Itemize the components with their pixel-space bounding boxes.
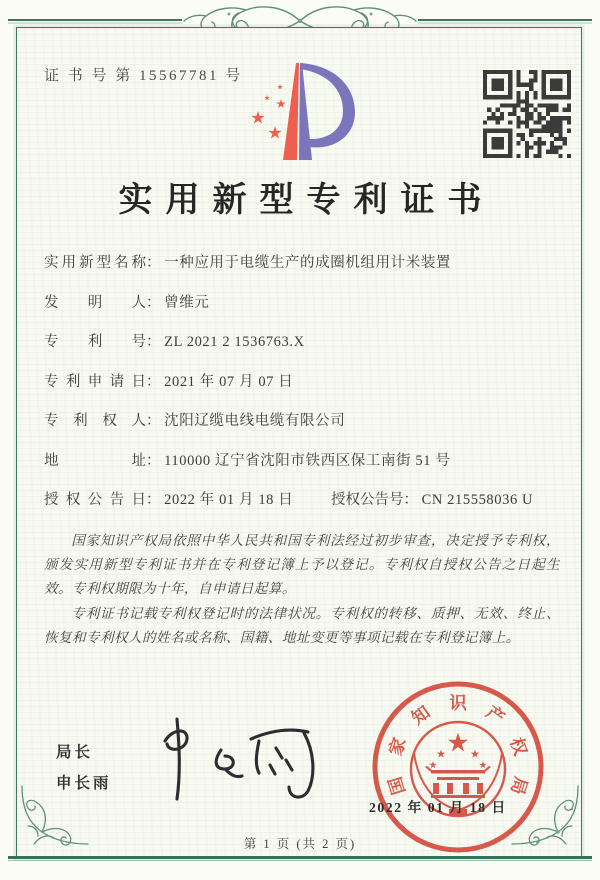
legal-paragraph: 国家知识产权局依照中华人民共和国专利法经过初步审查，决定授予专利权，颁发实用新型专利证书并在专利登记簿上予以登记。专利权自授权公告之日起生效。专利权期限为十年，自申请日起算。 <box>44 532 560 596</box>
field-value: CN 215558036 U <box>421 492 534 508</box>
field-value: 2022 年 01 月 18 日 <box>164 492 294 508</box>
cnipa-official-seal-icon <box>368 677 548 857</box>
legal-paragraph: 专利证书记载专利权登记时的法律状况。专利权的转移、质押、无效、终止、恢复和专利权人的姓名或名称、国籍、地址变更等事项记载在专利登记簿上。 <box>44 606 560 646</box>
svg-text:国: 国 <box>384 774 409 797</box>
field-row: 发明人： 曾维元 <box>44 292 560 314</box>
field-value: 曾维元 <box>164 294 210 311</box>
field-value: ZL 2021 2 1536763.X <box>164 334 305 350</box>
svg-text:产: 产 <box>482 701 509 729</box>
field-label: 专利申请日 <box>44 373 146 390</box>
svg-text:局: 局 <box>507 774 532 797</box>
officer-name: 申长雨 <box>56 775 112 792</box>
field-row-grant: 授权公告日： 2022 年 01 月 18 日 授权公告号： CN 215558036 U <box>44 489 560 511</box>
field-label: 实用新型名称 <box>44 255 146 271</box>
officer-block <box>56 737 112 799</box>
field-label: 发明人 <box>44 294 146 311</box>
certificate-body <box>44 252 560 651</box>
field-label: 专利权人 <box>44 413 146 429</box>
svg-text:家: 家 <box>385 735 410 758</box>
qr-code-icon <box>483 70 571 158</box>
field-label: 专利号 <box>44 334 146 350</box>
cnipa-logo-icon <box>238 56 364 166</box>
field-value: 2021 年 07 月 07 日 <box>164 373 294 390</box>
page-number: 第 1 页 (共 2 页) <box>243 837 357 851</box>
field-label: 授权公告号 <box>330 492 404 508</box>
field-value: 一种应用于电缆生产的成圈机组用计米装置 <box>164 255 452 271</box>
svg-text:权: 权 <box>506 735 531 758</box>
field-row: 地址： 110000 辽宁省沈阳市铁西区保工南街 51 号 <box>44 450 560 472</box>
bottom-border-line <box>8 856 592 859</box>
legal-text <box>44 529 560 651</box>
seal-date: 2022 年 01 月 18 日 <box>369 800 507 815</box>
certificate-title: 实用新型专利证书 <box>118 182 495 219</box>
field-row: 专利号： ZL 2021 2 1536763.X <box>44 331 560 353</box>
svg-text:识: 识 <box>449 693 467 713</box>
field-row: 专利权人： 沈阳辽缆电线电缆有限公司 <box>44 410 560 432</box>
field-label: 地址 <box>44 452 146 469</box>
field-row: 实用新型名称： 一种应用于电缆生产的成圈机组用计米装置 <box>44 252 560 274</box>
svg-text:知: 知 <box>407 701 434 729</box>
officer-title: 局长 <box>56 744 94 761</box>
certificate-number: 证 书 号 第 15567781 号 <box>44 68 243 84</box>
field-row: 专利申请日： 2021 年 07 月 07 日 <box>44 371 560 393</box>
handwritten-signature-icon <box>123 698 321 816</box>
field-value: 110000 辽宁省沈阳市铁西区保工南街 51 号 <box>164 452 451 469</box>
field-value: 沈阳辽缆电线电缆有限公司 <box>164 413 346 429</box>
field-label: 授权公告日 <box>44 492 146 508</box>
